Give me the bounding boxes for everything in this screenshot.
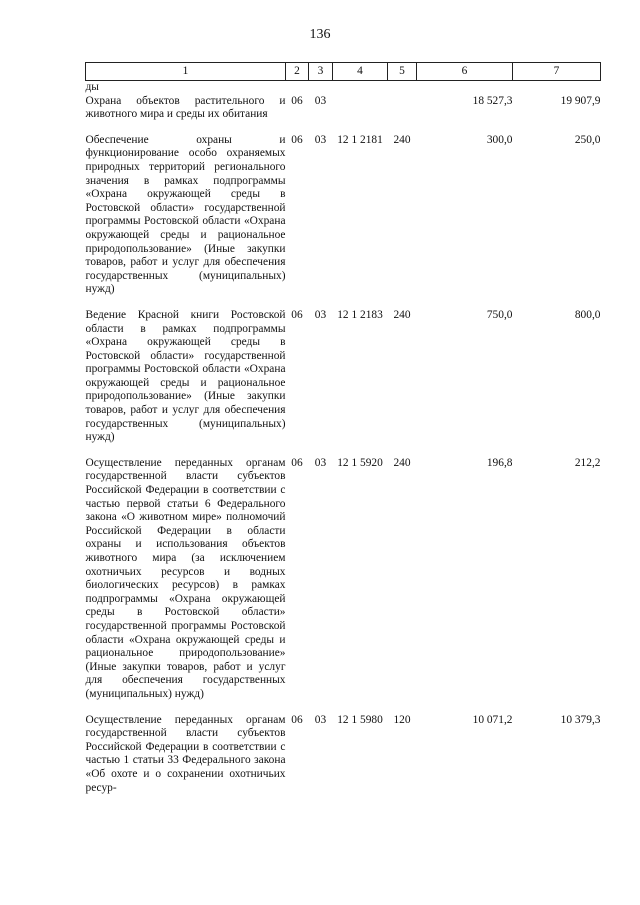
row-amount-year-2: 10 379,3 — [560, 713, 601, 726]
row-subsection: 03 — [314, 713, 327, 726]
header-col-7: 7 — [513, 63, 601, 81]
row-amount-year-1: 750,0 — [486, 308, 513, 321]
row-amount-year-2: 212,2 — [574, 456, 601, 469]
row-expense-type — [388, 81, 417, 95]
row-section: 06 — [291, 713, 303, 726]
row-expense-type: 240 — [393, 308, 411, 321]
table-row — [86, 134, 601, 297]
header-col-6: 6 — [417, 63, 513, 81]
row-section: 06 — [291, 133, 303, 146]
row-target-article — [333, 81, 388, 95]
row-target-article: 12 1 5920 — [337, 456, 383, 469]
header-col-1: 1 — [86, 63, 286, 81]
row-target-article — [333, 95, 388, 122]
row-description: Охрана объектов растительного и животного мира и среды их обитания — [85, 94, 286, 121]
row-subsection: 03 — [314, 308, 327, 321]
header-col-5: 5 — [388, 63, 417, 81]
header-col-3: 3 — [309, 63, 333, 81]
row-description: ды — [85, 81, 99, 93]
table-row — [86, 309, 601, 445]
row-description: Осуществление переданных органам государственной власти субъектов Российской Федерации в соответствии с частью первой статьи 6 Федерального закона «О животном мире» полномочий Российской Федерации в области охраны и использования объектов животного мира (за исключением охотничьих ресурсов и водных биологических ресурсов) в рамках подпрограммы «Охрана окружающей среды в Ростовской области» государственной программы Ростовской области «Охрана окружающей среды и рациональное природопользование» (Иные закупки товаров, работ и услуг для обеспечения государственных (муниципальных) нужд) — [85, 456, 286, 700]
header-col-4: 4 — [333, 63, 388, 81]
row-description: Обеспечение охраны и функционирование особо охраняемых природных территорий регионального значения в рамках подпрограммы «Охрана окружающей среды в Ростовской области» государственной программы Ростовской области «Охрана окружающей среды и рациональное природопользование» (Иные закупки товаров, работ и услуг для обеспечения государственных (муниципальных) нужд) — [85, 133, 286, 296]
budget-table — [85, 62, 601, 795]
row-target-article: 12 1 2181 — [337, 133, 383, 146]
row-expense-type: 240 — [393, 133, 411, 146]
row-section: 06 — [291, 308, 303, 321]
row-amount-year-2: 250,0 — [574, 133, 601, 146]
row-amount-year-1: 10 071,2 — [472, 713, 513, 726]
row-amount-year-1: 196,8 — [486, 456, 513, 469]
table-row — [86, 457, 601, 702]
table-row — [86, 95, 601, 122]
table-row — [86, 714, 601, 796]
row-subsection: 03 — [314, 456, 327, 469]
row-description: Ведение Красной книги Ростовской области в рамках подпрограммы «Охрана окружающей среды в Ростовской области» государственной программы Ростовской области «Охрана окружающей среды и рациональное природопользование» (Иные закупки товаров, работ и услуг для обеспечения государственных (муниципальных) нужд) — [85, 308, 286, 444]
row-amount-year-2: 19 907,9 — [560, 94, 601, 107]
row-section: 06 — [291, 94, 303, 107]
row-subsection: 03 — [314, 133, 327, 146]
row-amount-year-1: 300,0 — [486, 133, 513, 146]
row-description: Осуществление переданных органам государственной власти субъектов Российской Федерации в соответствии с частью 1 статьи 33 Федерального закона «Об охоте и о сохранении охотничьих ресур- — [85, 713, 286, 794]
row-section: 06 — [291, 456, 303, 469]
row-amount-year-2: 800,0 — [574, 308, 601, 321]
row-section — [286, 81, 309, 95]
row-expense-type: 240 — [393, 456, 411, 469]
header-row — [86, 63, 601, 81]
row-target-article: 12 1 5980 — [337, 713, 383, 726]
row-amount-year-2 — [513, 81, 601, 95]
row-target-article: 12 1 2183 — [337, 308, 383, 321]
table-row — [86, 81, 601, 95]
header-col-2: 2 — [286, 63, 309, 81]
row-amount-year-1 — [417, 81, 513, 95]
row-expense-type — [388, 95, 417, 122]
row-amount-year-1: 18 527,3 — [472, 94, 513, 107]
row-subsection — [309, 81, 333, 95]
row-subsection: 03 — [314, 94, 327, 107]
page-number: 136 — [309, 27, 331, 42]
row-expense-type: 120 — [393, 713, 411, 726]
